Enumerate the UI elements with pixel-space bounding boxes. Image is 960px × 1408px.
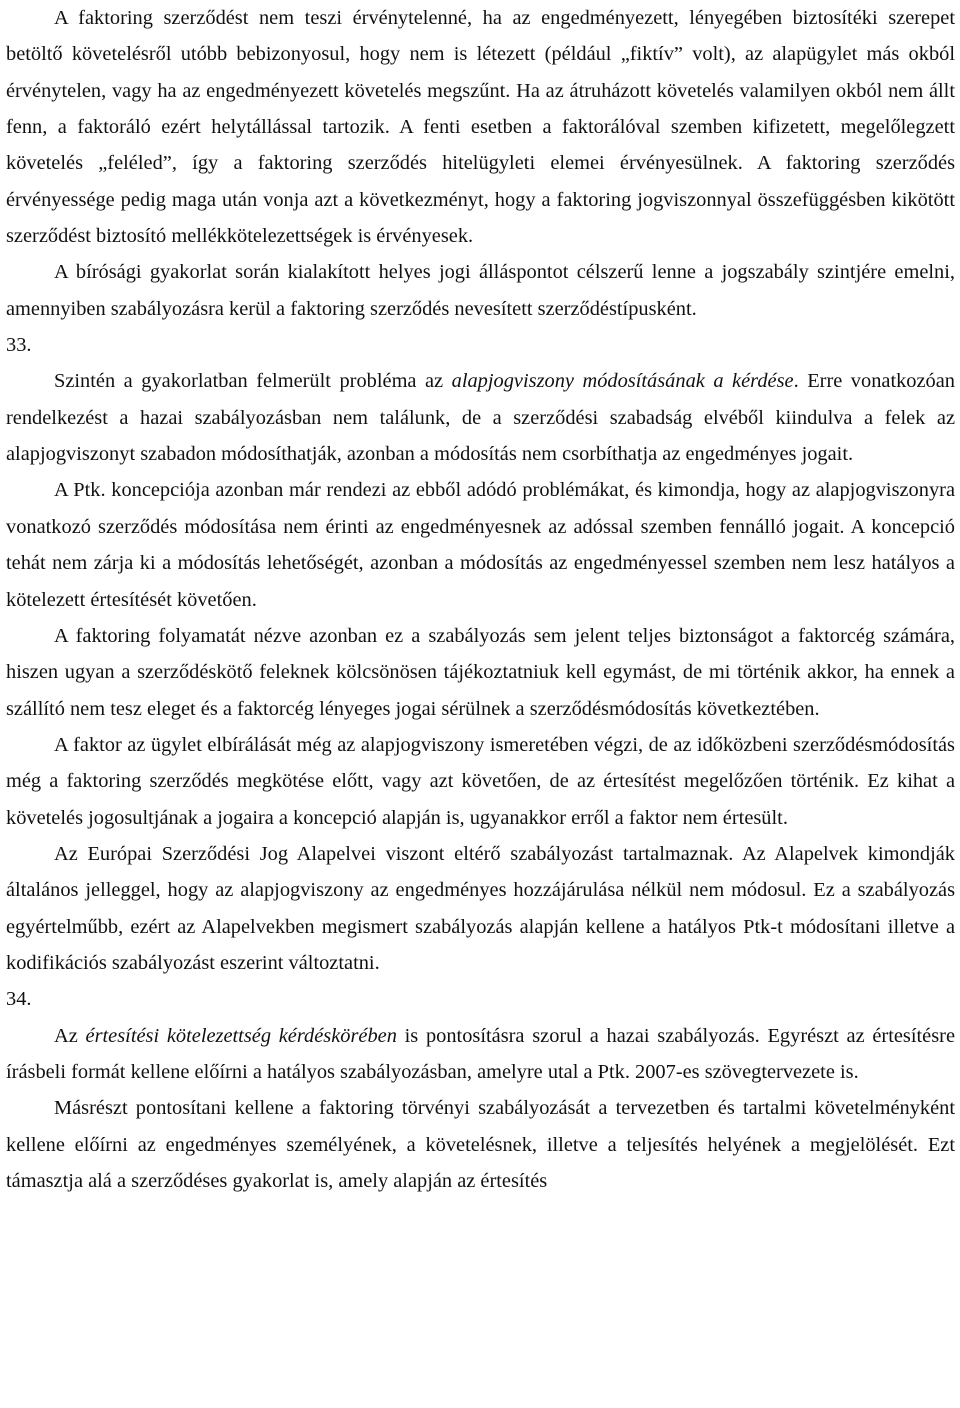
paragraph-faktor-ugylet xyxy=(6,727,955,836)
italic-phrase: értesítési kötelezettség kérdéskörében xyxy=(85,1024,397,1047)
paragraph-text: A faktoring folyamatát nézve azonban ez a szabályozás sem jelent teljes biztonságot a faktorcég számára, hiszen ugyan a szerződéskötő feleknek kölcsönösen tájékoztatniuk kell egymást, de mi történik akkor, ha ennek a szállító nem tesz eleget és a faktorcég lényeges jogai sérülnek a szerződésmódosítás következtében. xyxy=(6,624,955,720)
paragraph-birosagi-gyakorlat xyxy=(6,254,955,327)
paragraph-text: A Ptk. koncepciója azonban már rendezi az ebből adódó problémákat, és kimondja, hogy az alapjogviszonyra vonatkozó szerződés módosítása nem érinti az engedményesnek az adóssal szemben fennálló jogait. A koncepció tehát nem zárja ki a módosítás lehetőségét, azonban a módosítás az engedményessel szemben nem lesz hatályos a kötelezett értesítését követően. xyxy=(6,479,955,611)
section-number-text: 34. xyxy=(6,988,32,1011)
paragraph-text: . Erre vonatkozóan rendelkezést a hazai szabályozásban nem találunk, de a szerződési szabadság elvéből kiindulva a felek az alapjogviszonyt szabadon módosíthatják, azonban a módosítás nem csorbíthatja az engedményes jogait. xyxy=(6,370,955,466)
section-number-33 xyxy=(6,327,955,363)
paragraph-text: A bírósági gyakorlat során kialakított helyes jogi álláspontot célszerű lenne a jogszabály szintjére emelni, amennyiben szabályozásra kerül a faktoring szerződés nevesített szerződéstípusként. xyxy=(6,261,955,320)
italic-phrase: alapjogviszony módosításának a kérdése xyxy=(451,370,794,393)
paragraph-text: A faktor az ügylet elbírálását még az alapjogviszony ismeretében végzi, de az időközbeni szerződésmódosítás még a faktoring szerződés megkötése előtt, vagy azt követően, de az értesítést megelőzően történik. Ez kihat a követelés jogosultjának a jogaira a koncepció alapján is, ugyanakkor erről a faktor nem értesült. xyxy=(6,733,955,829)
paragraph-fiktiv-koveteles xyxy=(6,0,955,254)
paragraph-faktoring-folyamat xyxy=(6,618,955,727)
paragraph-text: Az xyxy=(54,1024,86,1047)
paragraph-europai-alapelvek xyxy=(6,836,955,981)
paragraph-alapjogviszony-modositas xyxy=(6,363,955,472)
paragraph-text: A faktoring szerződést nem teszi érvénytelenné, ha az engedményezett, lényegében biztosítéki szerepet betöltő követelésről utóbb bebizonyosul, hogy nem is létezett (például „fiktív” volt), az alapügylet más okból érvénytelen, vagy ha az engedményezett követelés megszűnt. Ha az átruházott követelés valamilyen okból nem állt fenn, a faktoráló ezért helytállással tartozik. A fenti esetben a faktorálóval szemben kifizetett, megelőlegzett követelés „feléled”, így a faktoring szerződés hitelügyleti elemei érvényesülnek. A faktoring szerződés érvényessége pedig maga után vonja azt a következményt, hogy a faktoring jogviszonnyal összefüggésben kikötött szerződést biztosító mellékkötelezettségek is érvényesek. xyxy=(6,7,955,248)
paragraph-text: Másrészt pontosítani kellene a faktoring törvényi szabályozását a tervezetben és tartalmi követelményként kellene előírni az engedményes személyének, a követelésnek, illetve a teljesítés helyének a megjelölését. Ezt támasztja alá a szerződéses gyakorlat is, amely alapján az értesítés xyxy=(6,1097,955,1192)
paragraph-ptk-koncepcio xyxy=(6,472,955,617)
paragraph-text: Szintén a gyakorlatban felmerült probléma az xyxy=(54,370,452,393)
paragraph-ertesitesi-kotelezettseg xyxy=(6,1018,955,1091)
section-number-text: 33. xyxy=(6,334,32,357)
paragraph-text: is pontosításra szorul a hazai szabályozás. Egyrészt az értesítésre írásbeli formát kellene előírni a hatályos szabályozásban, amelyre utal a Ptk. 2007-es szövegtervezete is. xyxy=(6,1024,956,1083)
paragraph-masreszt-pontositani xyxy=(6,1090,955,1199)
section-number-34 xyxy=(6,981,955,1017)
paragraph-text: Az Európai Szerződési Jog Alapelvei viszont eltérő szabályozást tartalmaznak. Az Alapelvek kimondják általános jelleggel, hogy az alapjogviszony az engedményes hozzájárulása nélkül nem módosul. Ez a szabályozás egyértelműbb, ezért az Alapelvekben megismert szabályozás alapján kellene a hatályos Ptk-t módosítani illetve a kodifikációs szabályozást eszerint változtatni. xyxy=(6,842,955,974)
